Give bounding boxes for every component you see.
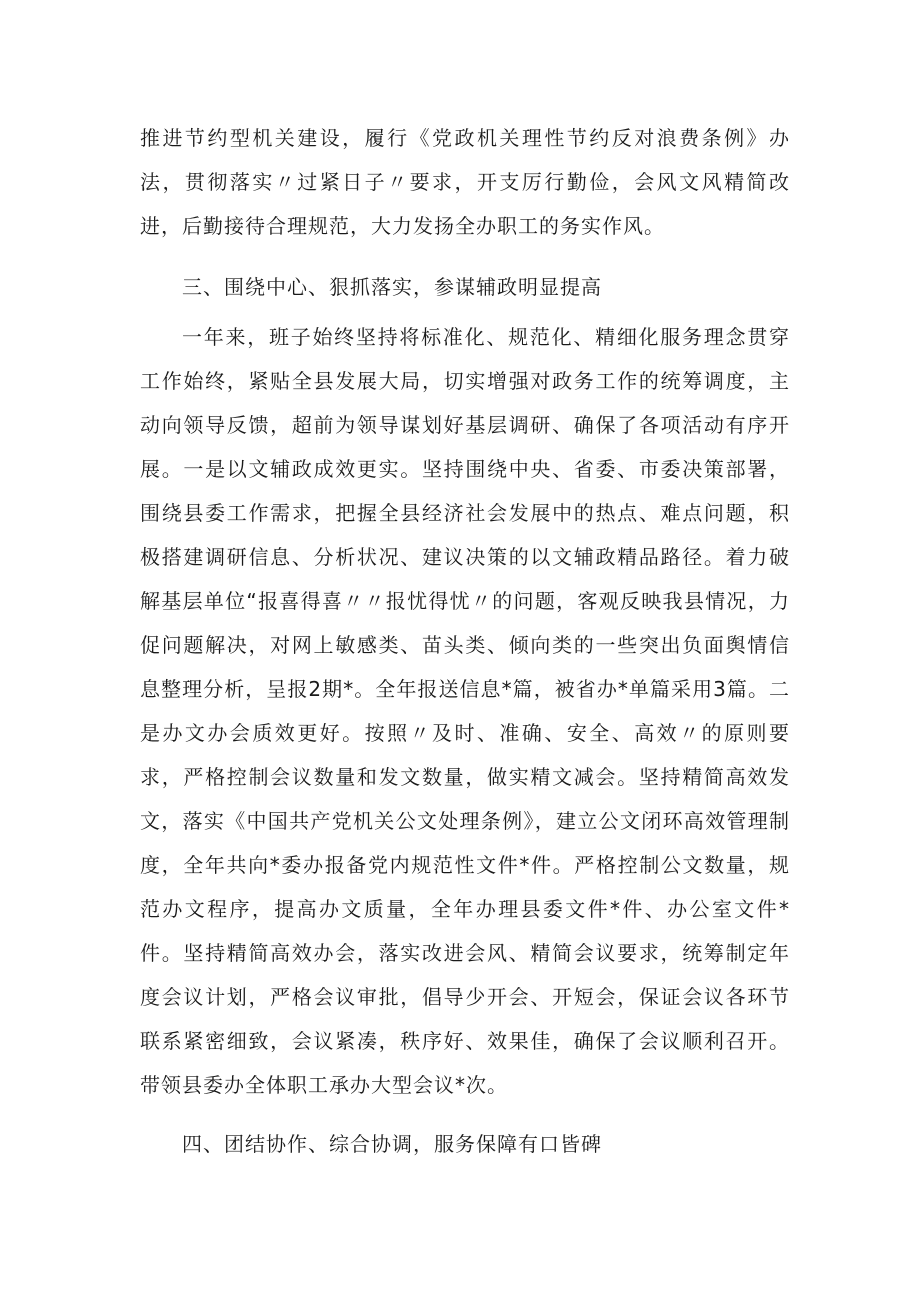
paragraph-continuation: 推进节约型机关建设，履行《党政机关理性节约反对浪费条例》办法，贯彻落实〃过紧日子〃要求，开支厉行勤俭，会风文风精简改进，后勤接待合理规范，大力发扬全办职工的务实作风。: [140, 126, 790, 238]
paragraph-body: 一年来，班子始终坚持将标准化、规范化、精细化服务理念贯穿工作始终，紧贴全县发展大局，切实增强对政务工作的统筹调度，主动向领导反馈，超前为领导谋划好基层调研、确保了各项活动有序开展。一是以文辅政成效更实。坚持围绕中央、省委、市委决策部署，围绕县委工作需求，把握全县经济社会发展中的热点、难点问题，积极搭建调研信息、分析状况、建议决策的以文辅政精品路径。着力破解基层单位“报喜得喜〃〃报忧得忧〃的问题，客观反映我县情况，力促问题解决，对网上敏感类、苗头类、倾向类的一些突出负面舆情信息整理分析，呈报2期*。全年报送信息*篇，被省办*单篇采用3篇。二是办文办会质效更好。按照〃及时、准确、安全、高效〃的原则要求，严格控制会议数量和发文数量，做实精文减会。坚持精简高效发文，落实《中国共产党机关公文处理条例》，建立公文闭环高效管理制度，全年共向*委办报备党内规范性文件*件。严格控制公文数量，规范办文程序，提高办文质量，全年办理县委文件*件、办公室文件*件。坚持精简高效办会，落实改进会风、精简会议要求，统筹制定年度会议计划，严格会议审批，倡导少开会、开短会，保证会议各环节联系紧密细致，会议紧凑，秩序好、效果佳，确保了会议顺利召开。带领县委办全体职工承办大型会议*次。: [140, 325, 790, 1097]
document-body: [140, 116, 790, 1166]
section-heading-three: 三、围绕中心、狠抓落实，参谋辅政明显提高: [182, 275, 602, 299]
section-heading-four: 四、团结协作、综合协调，服务保障有口皆碑: [182, 1132, 602, 1156]
